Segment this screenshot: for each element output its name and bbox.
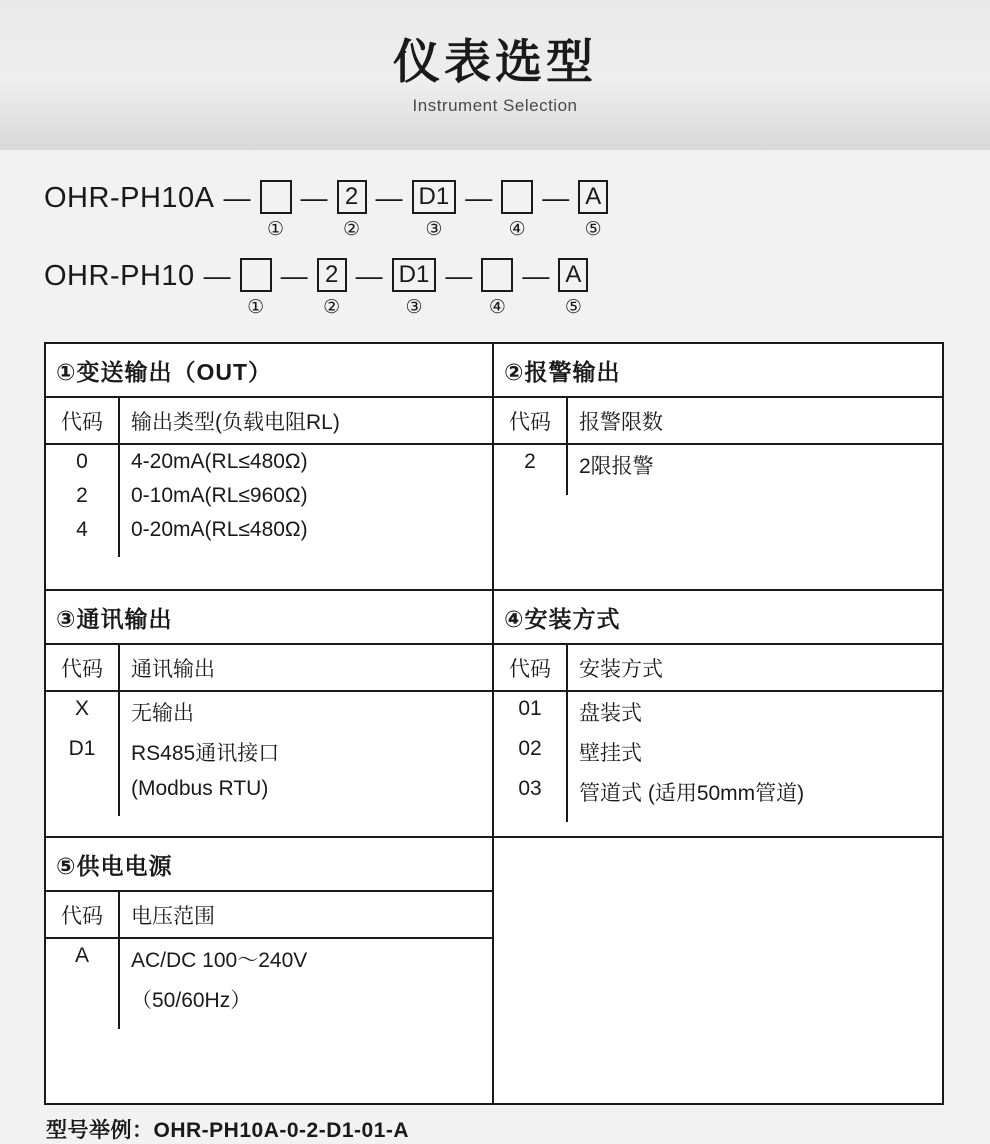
cell-desc — [566, 485, 942, 495]
section-body — [46, 892, 492, 1103]
selection-table — [44, 342, 944, 1105]
model-code-row — [44, 254, 990, 332]
column-header-code: 代码 — [509, 411, 551, 434]
dash-separator: — — [280, 261, 308, 291]
column-header-code: 代码 — [61, 658, 103, 681]
column-header-desc: 通讯输出 — [118, 645, 492, 690]
cell-code: 01 — [518, 697, 542, 720]
page-header — [0, 0, 990, 150]
cell-desc: （50/60Hz） — [118, 979, 492, 1019]
code-segment — [578, 176, 608, 241]
dash-separator: — — [465, 183, 493, 213]
cell-desc: (Modbus RTU) — [118, 772, 492, 806]
model-code-diagram — [44, 176, 990, 332]
cell-desc — [566, 812, 942, 822]
code-box: 2 — [337, 180, 367, 214]
code-index: ② — [342, 219, 361, 240]
dash-separator: — — [223, 183, 251, 213]
cell-desc: 0-10mA(RL≤960Ω) — [118, 479, 492, 513]
section-alarm-output — [494, 344, 942, 591]
cell-code — [46, 806, 118, 816]
table-row — [46, 479, 492, 513]
section-title: ②报警输出 — [494, 344, 942, 398]
table-row — [46, 445, 492, 479]
cell-desc: 0-20mA(RL≤480Ω) — [118, 513, 492, 547]
dash-separator: — — [522, 261, 550, 291]
section-transmit-output — [46, 344, 494, 591]
section-title: ④安装方式 — [494, 591, 942, 645]
code-segment — [501, 176, 533, 241]
code-box — [260, 180, 292, 214]
dash-separator: — — [445, 261, 473, 291]
code-box: D1 — [412, 180, 457, 214]
cell-desc — [118, 547, 492, 557]
cell-desc: 盘装式 — [566, 692, 942, 732]
table-row — [46, 772, 492, 806]
table-row-filler — [46, 806, 492, 830]
cell-code: 03 — [518, 777, 542, 800]
model-example: 型号举例：OHR-PH10A-0-2-D1-01-A — [46, 1119, 410, 1142]
code-box: A — [578, 180, 608, 214]
dash-separator: — — [203, 261, 231, 291]
cell-code: 4 — [76, 518, 88, 541]
cell-code: 0 — [76, 450, 88, 473]
cell-desc: AC/DC 100～240V — [118, 939, 492, 979]
cell-code — [494, 485, 566, 495]
cell-code: 2 — [76, 484, 88, 507]
section-title: ③通讯输出 — [46, 591, 492, 645]
code-box: A — [558, 258, 588, 292]
table-row-filler — [46, 1019, 492, 1103]
code-index: ② — [323, 297, 341, 318]
section-power-supply — [46, 838, 494, 1103]
cell-desc — [118, 1019, 492, 1029]
code-index: ③ — [425, 219, 443, 240]
section-empty — [494, 838, 942, 1103]
table-row-filler — [46, 547, 492, 581]
code-box — [481, 258, 513, 292]
cell-code — [494, 812, 566, 822]
code-index: ④ — [488, 297, 506, 318]
column-header-code: 代码 — [509, 658, 551, 681]
table-row — [46, 513, 492, 547]
code-box: D1 — [392, 258, 437, 292]
code-segment — [260, 176, 292, 241]
cell-code: 02 — [518, 737, 542, 760]
model-prefix: OHR-PH10A — [44, 182, 215, 214]
code-index: ① — [247, 297, 265, 318]
section-title: ①变送输出（OUT） — [46, 344, 492, 398]
cell-code: X — [74, 697, 89, 720]
code-segment — [317, 254, 347, 319]
table-row — [46, 692, 492, 732]
column-header-desc: 报警限数 — [566, 398, 942, 443]
table-header-row — [494, 398, 942, 445]
code-segment — [558, 254, 588, 319]
cell-code — [46, 979, 118, 989]
code-index: ① — [266, 219, 285, 240]
dash-separator: — — [375, 183, 403, 213]
table-row — [46, 979, 492, 1019]
code-index: ④ — [508, 219, 526, 240]
table-header-row — [46, 892, 492, 939]
column-header-desc: 安装方式 — [566, 645, 942, 690]
section-body — [46, 645, 492, 830]
code-box — [240, 258, 272, 292]
column-header-code: 代码 — [61, 411, 103, 434]
cell-desc: 4-20mA(RL≤480Ω) — [118, 445, 492, 479]
cell-code: D1 — [68, 737, 96, 760]
code-index: ③ — [405, 297, 423, 318]
cell-code — [46, 1019, 118, 1029]
section-mounting-type — [494, 591, 942, 838]
section-communication-output — [46, 591, 494, 838]
code-segment — [337, 176, 367, 241]
column-header-code: 代码 — [61, 905, 103, 928]
code-segment — [412, 176, 457, 241]
table-header-row — [46, 645, 492, 692]
table-row — [494, 692, 942, 732]
cell-desc — [118, 806, 492, 816]
code-segment — [240, 254, 272, 319]
cell-code — [46, 772, 118, 782]
cell-code: A — [74, 944, 89, 967]
cell-desc: 管道式 (适用50mm管道) — [566, 772, 942, 812]
section-title: ⑤供电电源 — [46, 838, 492, 892]
cell-desc: 壁挂式 — [566, 732, 942, 772]
cell-code — [46, 547, 118, 557]
page-subtitle: Instrument Selection — [412, 96, 578, 116]
code-index: ⑤ — [584, 219, 602, 240]
section-body — [46, 398, 492, 581]
code-segment — [481, 254, 513, 319]
table-row-filler — [494, 485, 942, 589]
table-header-row — [494, 645, 942, 692]
table-row — [46, 939, 492, 979]
code-box — [501, 180, 533, 214]
column-header-desc: 电压范围 — [118, 892, 492, 937]
code-index: ⑤ — [564, 297, 582, 318]
column-header-desc: 输出类型(负载电阻RL) — [118, 398, 492, 443]
table-row-filler — [494, 812, 942, 836]
cell-desc: 无输出 — [118, 692, 492, 732]
section-body — [494, 645, 942, 836]
code-segment — [392, 254, 437, 319]
table-header-row — [46, 398, 492, 445]
table-row — [46, 732, 492, 772]
dash-separator: — — [300, 183, 328, 213]
dash-separator: — — [542, 183, 570, 213]
model-code-row — [44, 176, 990, 254]
page-title: 仪表选型 — [393, 35, 597, 88]
section-body — [494, 398, 942, 589]
code-box: 2 — [317, 258, 347, 292]
cell-desc: 2限报警 — [566, 445, 942, 485]
cell-code: 2 — [524, 450, 536, 473]
model-prefix: OHR-PH10 — [44, 260, 195, 292]
table-row — [494, 445, 942, 485]
table-row — [494, 732, 942, 772]
cell-desc: RS485通讯接口 — [118, 732, 492, 772]
dash-separator: — — [355, 261, 383, 291]
table-row — [494, 772, 942, 812]
